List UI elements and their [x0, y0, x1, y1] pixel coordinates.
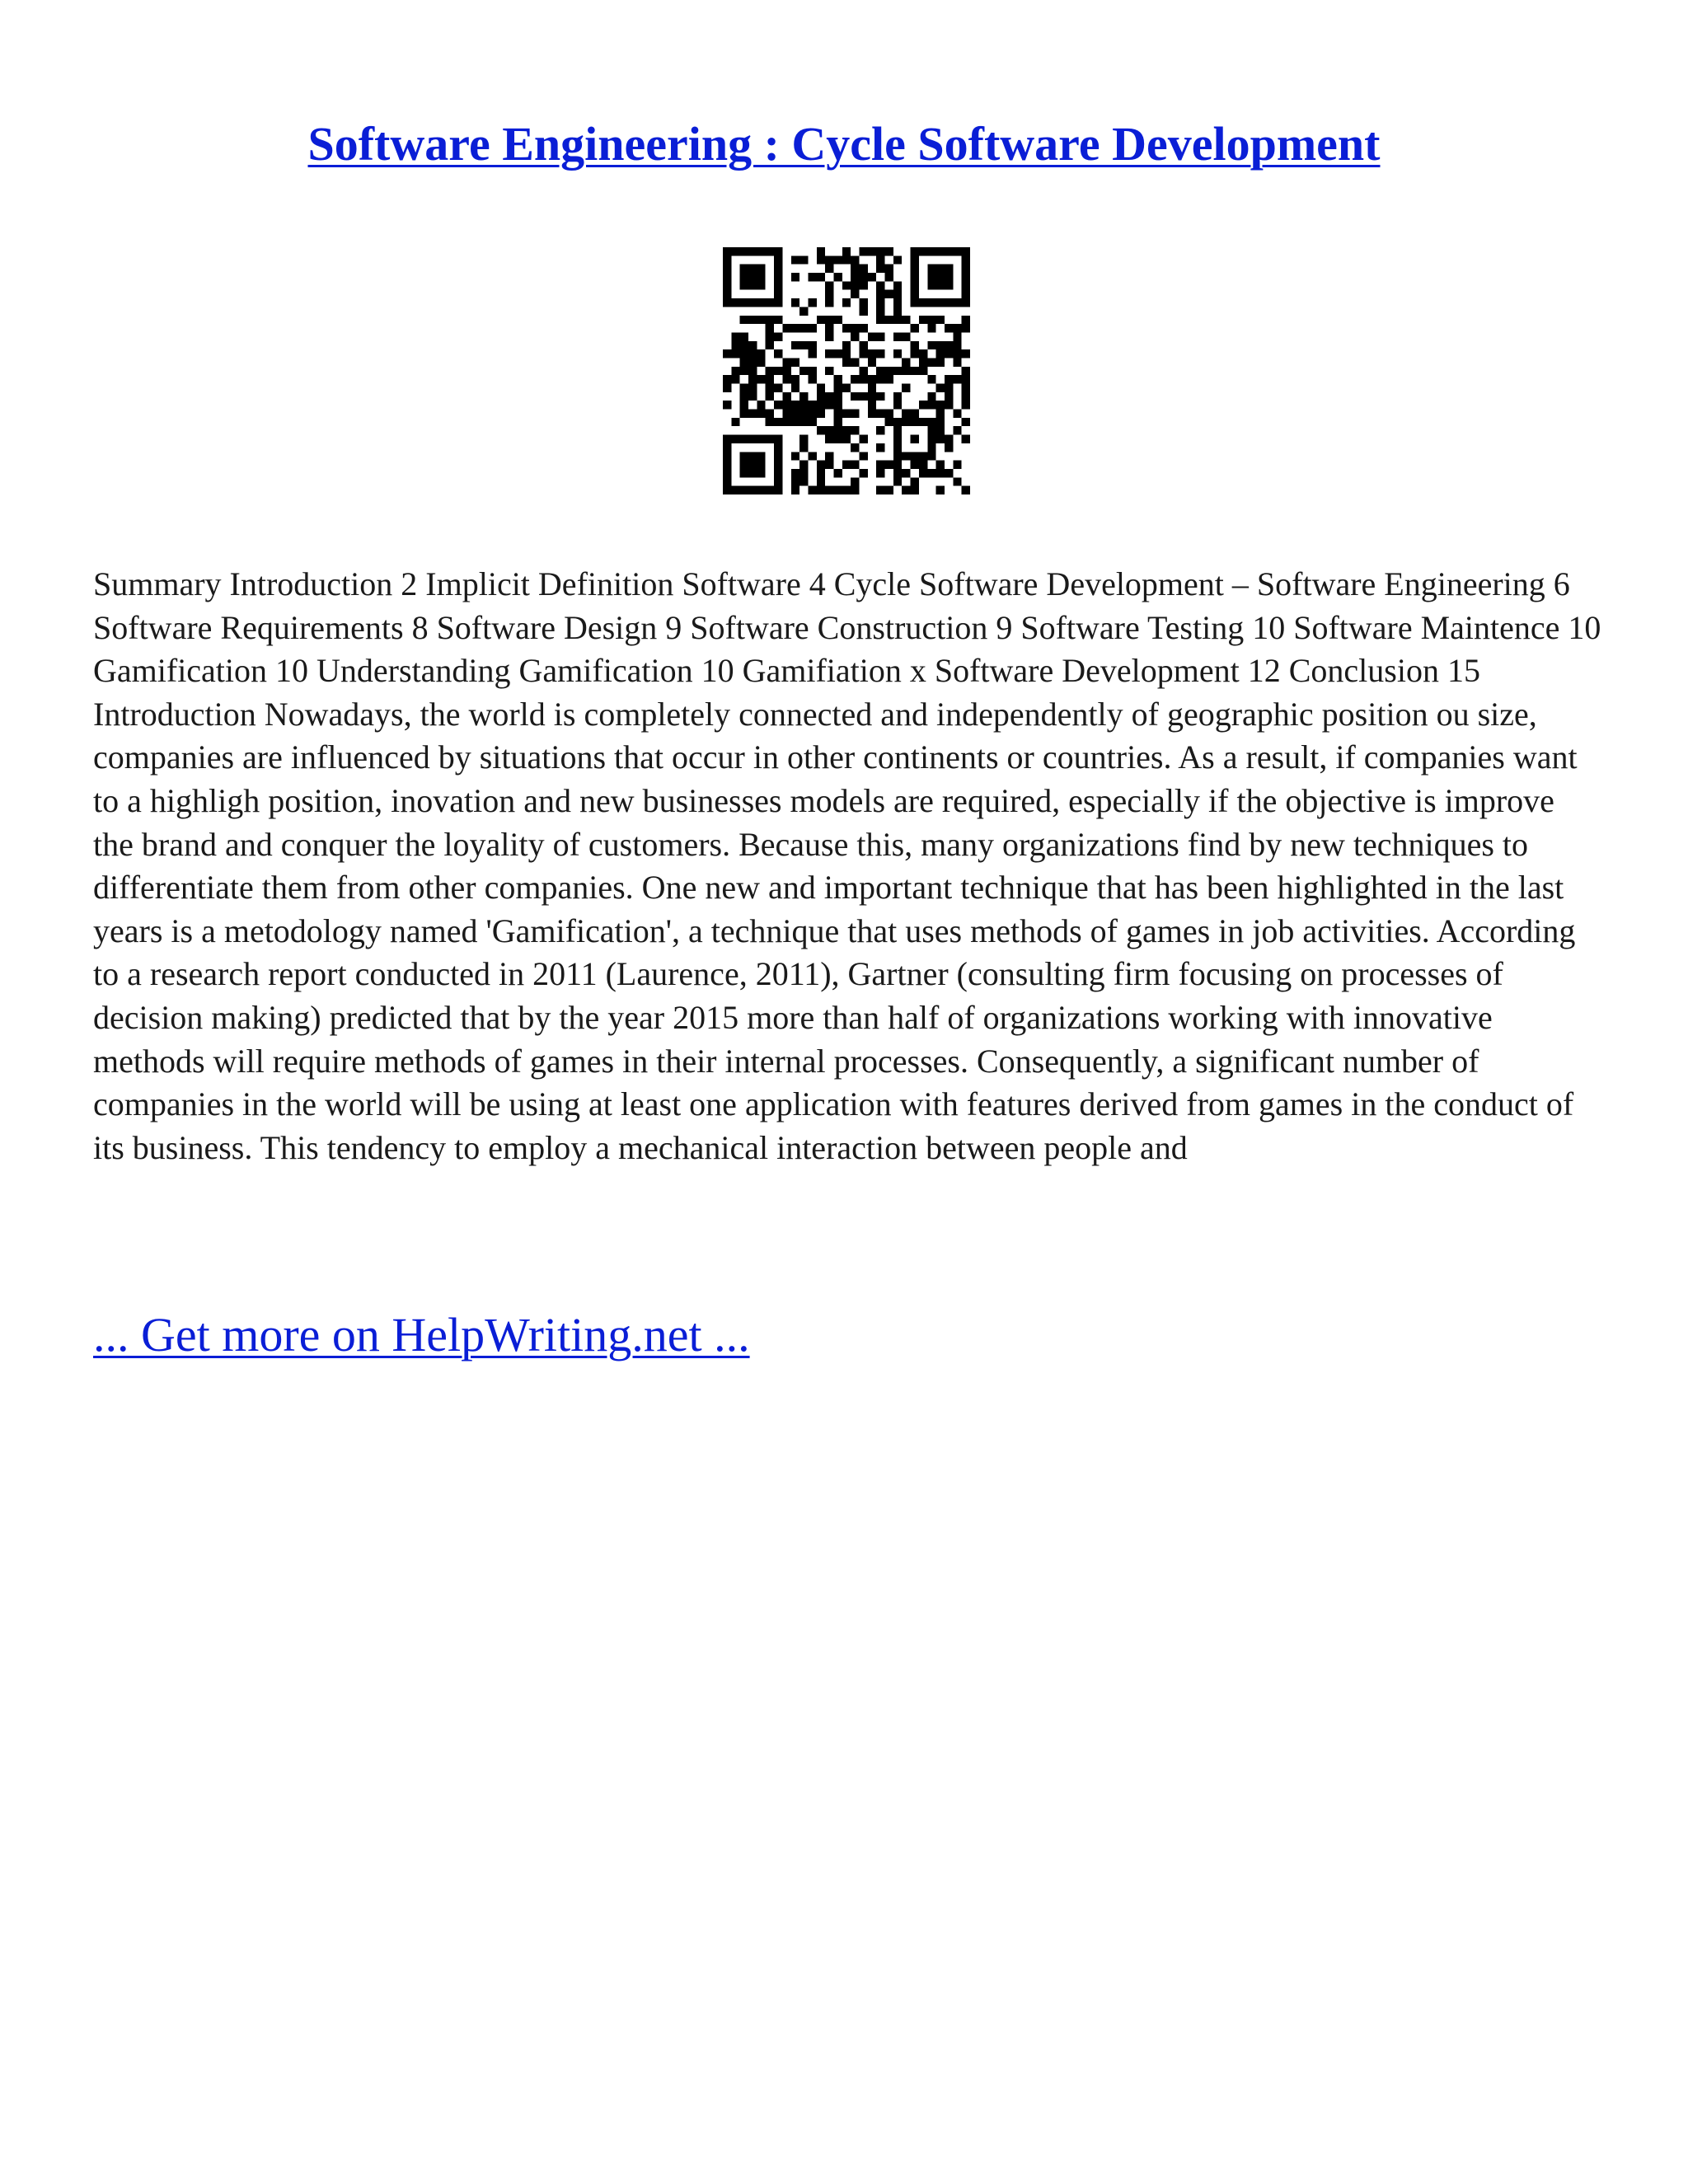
qr-code-icon: [723, 247, 970, 494]
get-more-link[interactable]: ... Get more on HelpWriting.net ...: [93, 1308, 750, 1361]
body-text: Summary Introduction 2 Implicit Definition Software 4 Cycle Software Development – Software Engineering 6 Software Requirements 8 Software Design 9 Software Construction 9 Software Testing 10 Software Maintence 10 Gamification 10 Understanding Gamification 10 Gamifiation x Software Development 12 Conclusion 15 Introduction Nowadays, the world is completely connected and independently of geographic position ou size, companies are influenced by situations that occur in other continents or countries. As a result, if companies want to a highligh position, inovation and new businesses models are required, especially if the objective is improve the brand and conquer the loyality of customers. Because this, many organizations find by new techniques to differentiate them from other companies. One new and important technique that has been highlighted in the last years is a metodology named 'Gamification', a technique that uses methods of games in job activities. According to a research report conducted in 2011 (Laurence, 2011), Gartner (consulting firm focusing on processes of decision making) predicted that by the year 2015 more than half of organizations working with innovative methods will require methods of games in their internal processes. Consequently, a significant number of companies in the world will be using at least one application with features derived from games in the conduct of its business. This tendency to employ a mechanical interaction between people and: [93, 565, 1601, 1166]
title-link[interactable]: Software Engineering : Cycle Software Development: [307, 117, 1381, 171]
page-title: [0, 115, 1688, 173]
more-link-container: [93, 1306, 750, 1364]
